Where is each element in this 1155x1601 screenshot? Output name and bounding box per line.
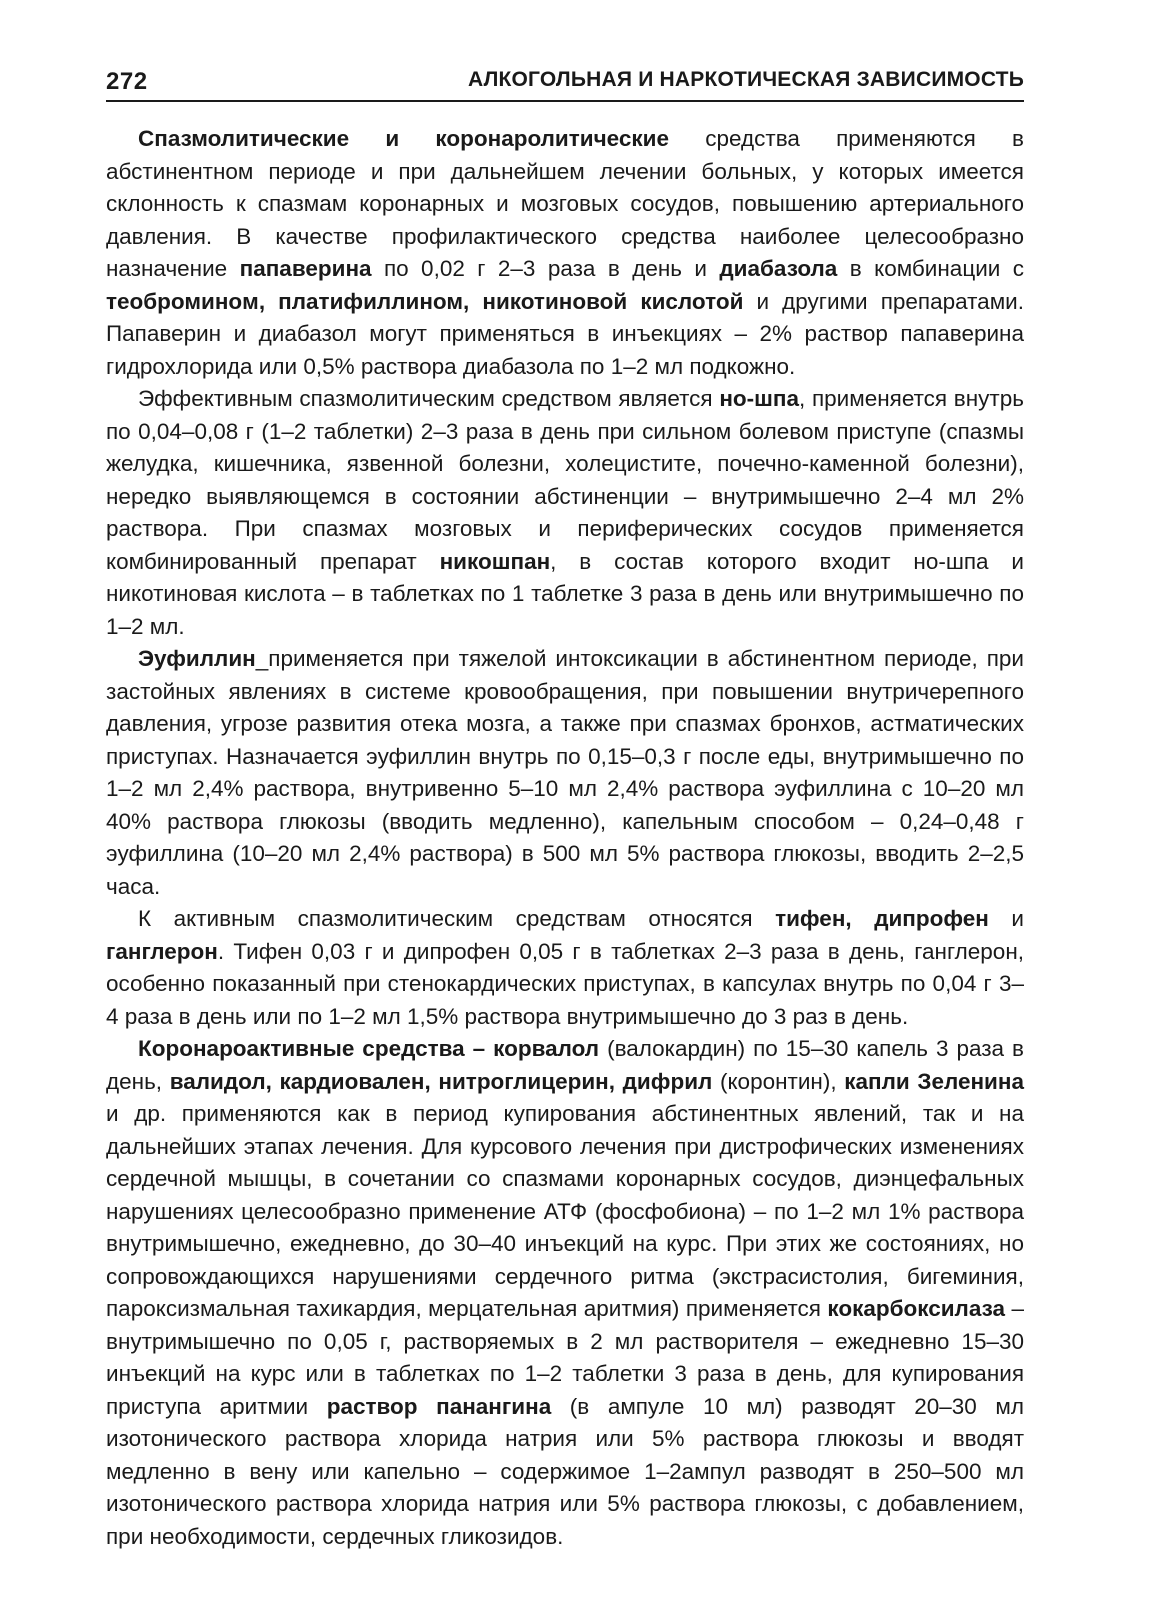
paragraph [106, 1033, 1024, 1553]
bold-term: капли Зеленина [844, 1068, 1024, 1094]
text-run: в комбинации с [837, 256, 1025, 281]
text-run: . Тифен 0,03 г и дипрофен 0,05 г в таблетках 2–3 раза в день, ганглерон, особенно показанный при стенокардических приступах, в капсулах внутрь по 0,04 г 3–4 раза в день или по 1–2 мл 1,5% раствора внутримышечно до 3 раз в день. [106, 938, 1024, 1029]
bold-term: ганглерон [106, 938, 218, 964]
bold-term: кокарбоксилаза [827, 1296, 1006, 1321]
text-run: средства применяются в абстинентном периоде и при дальнейшем лечении больных, у которых имеется склонность к спазмам коронарных и мозговых сосудов, повышению артериального давления. В качестве профилактического средства наиболее целесообразно назначение [106, 126, 1024, 281]
page-number: 272 [106, 68, 148, 95]
text-run: _применяется при тяжелой интоксикации в абстинентном периоде, при застойных явлениях в системе кровообращения, при повышении внутричерепного давления, угрозе развития отека мозга, а также при спазмах бронхов, астматических приступах. Назначается эуфиллин внутрь по 0,15–0,3 г после еды, внутримышечно по 1–2 мл 2,4% раствора, внутривенно 5–10 мл 2,4% раствора эуфиллина с 10–20 мл 40% раствора глюкозы (вводить медленно), капельным способом – 0,24–0,48 г эуфиллина (10–20 мл 2,4% раствора) в 500 мл 5% раствора глюкозы, вводить 2–2,5 часа. [106, 646, 1024, 899]
text-run: (коронтин), [712, 1068, 845, 1094]
bold-term: теоброминoм, платифиллином, никотиновой кислотой [106, 288, 744, 314]
text-run: по 0,02 г 2–3 раза в день и [371, 256, 720, 281]
text-run: Эффективным спазмолитическим средством является [138, 386, 720, 411]
bold-term: никошпан [439, 548, 551, 574]
bold-term: но-шпа [719, 386, 800, 411]
text-run: , применяется внутрь по 0,04–0,08 г (1–2 таблетки) 2–3 раза в день при сильном болевом приступе (спазмы желудка, кишечника, язвенной болезни, холецистите, почечно-каменной болезни), нередко выявляющемся в состоянии абстиненции – внутримышечно 2–4 мл 2% раствора. При спазмах мозговых и периферических сосудов применяется комбинированный препарат [106, 386, 1024, 574]
bold-term: раствор панангина [326, 1393, 552, 1419]
bold-term: Коронароактивные средства – корвалол [138, 1036, 600, 1061]
bold-term: Спазмолитические и коронаролитические [138, 126, 670, 151]
bold-term: папаверина [239, 256, 372, 281]
bold-term: валидол, кардиовален, нитроглицерин, дифрил [169, 1068, 713, 1094]
bold-term: Эуфиллин [138, 646, 256, 671]
text-run: и другими препаратами. Папаверин и диабазол могут применяться в инъекциях – 2% раствор папаверина гидрохлорида или 0,5% раствора диабазола по 1–2 мл подкожно. [106, 288, 1024, 379]
text-run: К активным спазмолитическим средствам относятся [138, 906, 776, 931]
paragraph [106, 383, 1024, 643]
text-run: , в состав которого входит но-шпа и никотиновая кислота – в таблетках по 1 таблетке 3 раза в день или внутримышечно по 1–2 мл. [106, 548, 1025, 639]
text-run: и [988, 906, 1024, 931]
bold-term: диабазола [719, 256, 838, 281]
text-run: (в ампуле 10 мл) разводят 20–30 мл изотонического раствора хлорида натрия или 5% раствора глюкозы и вводят медленно в вену или капельно – содержимое 1–2ампул разводят в 250–500 мл изотонического раствора хлорида натрия или 5% раствора глюкозы, с добавлением, при необходимости, сердечных гликозидов. [106, 1393, 1024, 1549]
running-title: АЛКОГОЛЬНАЯ И НАРКОТИЧЕСКАЯ ЗАВИСИМОСТЬ [467, 68, 1024, 91]
book-page [106, 60, 1024, 1553]
bold-term: тифен, дипрофен [775, 906, 989, 931]
body-text [106, 123, 1024, 1553]
text-run: (валокардин) по 15–30 капель 3 раза в день, [106, 1036, 1024, 1094]
paragraph [106, 903, 1024, 1033]
paragraph [106, 123, 1024, 383]
page-header [106, 60, 1024, 102]
text-run: – внутримышечно по 0,05 г, растворяемых в 2 мл растворителя – ежедневно 15–30 инъекций на курс или в таблетках по 1–2 таблетки 3 раза в день, для купирования приступа аритмии [106, 1296, 1024, 1419]
paragraph [106, 643, 1024, 903]
text-run: и др. применяются как в период купирования абстинентных явлений, так и на дальнейших этапах лечения. Для курсового лечения при дистрофических изменениях сердечной мышцы, в сочетании со спазмами коронарных сосудов, диэнцефальных нарушениях целесообразно применение АТФ (фосфобиона) – по 1–2 мл 1% раствора внутримышечно, ежедневно, до 30–40 инъекций на курс. При этих же состояниях, но сопровождающихся нарушениями сердечного ритма (экстрасистолия, бигеминия, пароксизмальная тахикардия, мерцательная аритмия) применяется [106, 1101, 1024, 1321]
